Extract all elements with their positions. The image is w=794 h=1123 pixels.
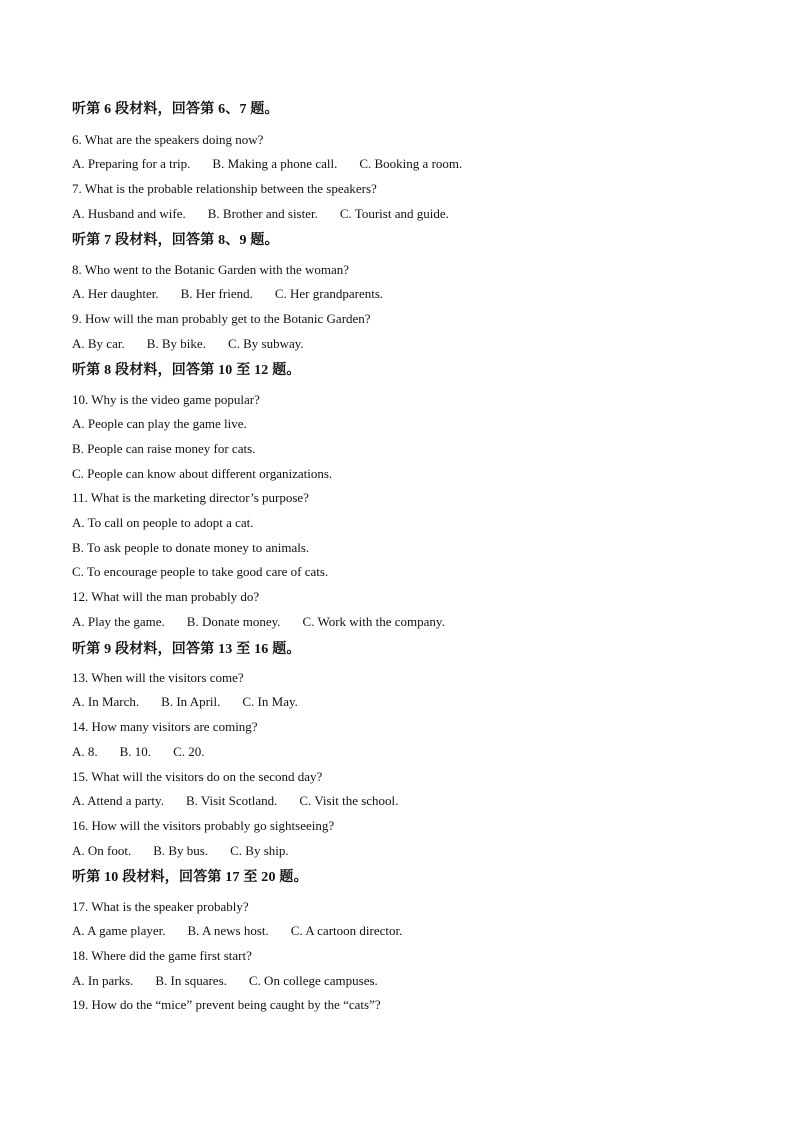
option-a: A. In March. bbox=[72, 694, 140, 709]
option-c: C. In May. bbox=[242, 694, 298, 709]
option-b: B. Making a phone call. bbox=[212, 156, 338, 171]
option-c: C. By ship. bbox=[230, 843, 289, 858]
option-b: B. By bus. bbox=[153, 843, 209, 858]
option-b: B. Her friend. bbox=[180, 286, 253, 301]
option-a: A. Preparing for a trip. bbox=[72, 156, 191, 171]
question-text: 8. Who went to the Botanic Garden with the woman? bbox=[72, 262, 350, 277]
answer-options bbox=[72, 336, 304, 352]
option-b: B. Brother and sister. bbox=[207, 206, 318, 221]
option-c: C. 20. bbox=[173, 744, 205, 759]
option-c: C. By subway. bbox=[227, 336, 304, 351]
option-b: B. Visit Scotland. bbox=[185, 793, 278, 808]
question-text: 19. How do the “mice” prevent being caught by the “cats”? bbox=[72, 997, 381, 1012]
option-b: B. A news host. bbox=[187, 923, 269, 938]
option-c: C. Tourist and guide. bbox=[339, 206, 449, 221]
section-heading: 听第 10 段材料，回答第 17 至 20 题。 bbox=[72, 870, 308, 885]
option-b: B. In squares. bbox=[155, 973, 227, 988]
option-a: A. Her daughter. bbox=[72, 286, 159, 301]
section-heading: 听第 8 段材料，回答第 10 至 12 题。 bbox=[72, 363, 301, 378]
option-c: C. Her grandparents. bbox=[274, 286, 384, 301]
option-a: A. Play the game. bbox=[72, 614, 165, 629]
answer-options bbox=[72, 744, 204, 760]
question-text: 9. How will the man probably get to the Botanic Garden? bbox=[72, 311, 371, 326]
option-b: B. Donate money. bbox=[186, 614, 281, 629]
option-c: C. Work with the company. bbox=[302, 614, 445, 629]
question-text: 16. How will the visitors probably go sightseeing? bbox=[72, 818, 335, 833]
answer-options bbox=[72, 206, 449, 222]
option-a: A. Attend a party. bbox=[72, 793, 164, 808]
question-text: 12. What will the man probably do? bbox=[72, 589, 260, 604]
option-b: B. By bike. bbox=[146, 336, 206, 351]
option-b: B. 10. bbox=[119, 744, 152, 759]
question-text: 6. What are the speakers doing now? bbox=[72, 132, 264, 147]
option-c: C. People can know about different organizations. bbox=[72, 466, 333, 481]
answer-options bbox=[72, 614, 445, 630]
option-c: C. Visit the school. bbox=[299, 793, 399, 808]
option-a: A. 8. bbox=[72, 744, 98, 759]
option-c: C. A cartoon director. bbox=[290, 923, 403, 938]
answer-options bbox=[72, 156, 462, 172]
question-text: 11. What is the marketing director’s purpose? bbox=[72, 490, 309, 505]
option-c: C. Booking a room. bbox=[359, 156, 463, 171]
question-text: 7. What is the probable relationship between the speakers? bbox=[72, 181, 377, 196]
question-text: 18. Where did the game first start? bbox=[72, 948, 252, 963]
answer-options bbox=[72, 286, 383, 302]
answer-options bbox=[72, 793, 398, 809]
option-a: A. On foot. bbox=[72, 843, 132, 858]
option-a: A. A game player. bbox=[72, 923, 166, 938]
answer-options bbox=[72, 973, 378, 989]
option-a: A. To call on people to adopt a cat. bbox=[72, 515, 254, 530]
question-text: 17. What is the speaker probably? bbox=[72, 899, 249, 914]
option-a: A. Husband and wife. bbox=[72, 206, 186, 221]
option-a: A. By car. bbox=[72, 336, 125, 351]
option-c: C. On college campuses. bbox=[248, 973, 378, 988]
option-b: B. In April. bbox=[161, 694, 221, 709]
section-heading: 听第 7 段材料，回答第 8、9 题。 bbox=[72, 233, 279, 248]
question-text: 14. How many visitors are coming? bbox=[72, 719, 258, 734]
answer-options bbox=[72, 923, 402, 939]
option-b: B. To ask people to donate money to animals. bbox=[72, 540, 310, 555]
option-c: C. To encourage people to take good care of cats. bbox=[72, 564, 329, 579]
section-heading: 听第 9 段材料，回答第 13 至 16 题。 bbox=[72, 642, 301, 657]
question-text: 15. What will the visitors do on the second day? bbox=[72, 769, 323, 784]
option-b: B. People can raise money for cats. bbox=[72, 441, 256, 456]
option-a: A. In parks. bbox=[72, 973, 134, 988]
answer-options bbox=[72, 843, 289, 859]
answer-options bbox=[72, 694, 298, 710]
option-a: A. People can play the game live. bbox=[72, 416, 247, 431]
section-heading: 听第 6 段材料，回答第 6、7 题。 bbox=[72, 102, 279, 117]
question-text: 13. When will the visitors come? bbox=[72, 670, 244, 685]
question-text: 10. Why is the video game popular? bbox=[72, 392, 260, 407]
